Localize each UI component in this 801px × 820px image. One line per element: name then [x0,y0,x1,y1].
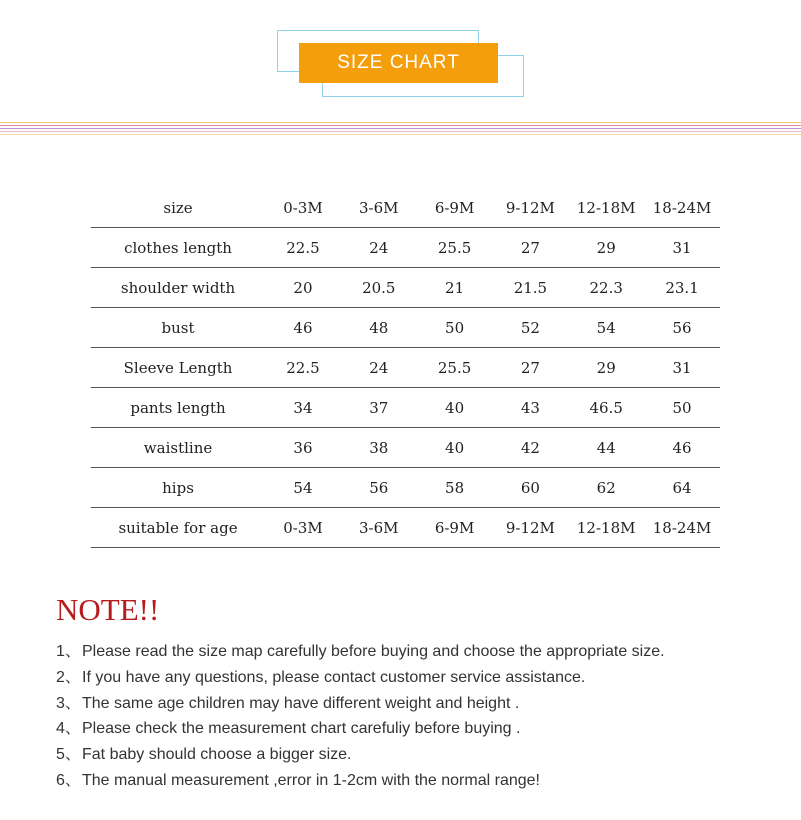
row-label: hips [91,468,265,508]
note-item [56,668,665,694]
table-cell: 37 [341,388,417,428]
table-cell: 46 [265,308,341,348]
table-cell: 54 [265,468,341,508]
note-item-text: Please check the measurement chart carefuliy before buying . [82,720,521,738]
table-cell: 36 [265,428,341,468]
table-cell: 24 [341,228,417,268]
table-cell: 46.5 [568,388,644,428]
table-cell: 22.5 [265,228,341,268]
table-cell: 23.1 [644,268,720,308]
table-cell: 42 [492,428,568,468]
table-cell: 38 [341,428,417,468]
note-item-text: The manual measurement ,error in 1-2cm with the normal range! [82,771,540,789]
size-table [91,188,720,548]
row-label: pants length [91,388,265,428]
table-cell: 64 [644,468,720,508]
note-item [56,745,665,771]
column-header: 0-3M [265,188,341,228]
table-cell: 3-6M [341,508,417,548]
note-item-number: 4、 [56,720,81,738]
table-cell: 56 [644,308,720,348]
column-header: 6-9M [417,188,493,228]
size-chart-badge: SIZE CHART [299,43,498,83]
table-cell: 62 [568,468,644,508]
table-cell: 40 [417,388,493,428]
table-cell: 31 [644,348,720,388]
table-cell: 21.5 [492,268,568,308]
table-cell: 25.5 [417,348,493,388]
row-label: shoulder width [91,268,265,308]
table-cell: 21 [417,268,493,308]
note-item-number: 5、 [56,746,81,764]
row-label: waistline [91,428,265,468]
table-cell: 58 [417,468,493,508]
table-cell: 22.3 [568,268,644,308]
table-cell: 31 [644,228,720,268]
table-cell: 27 [492,348,568,388]
note-item-number: 1、 [56,643,81,660]
note-item [56,771,665,797]
note-list [56,642,665,797]
note-item [56,694,665,720]
column-header: 3-6M [341,188,417,228]
table-cell: 20.5 [341,268,417,308]
table-cell: 52 [492,308,568,348]
table-cell: 34 [265,388,341,428]
table-cell: 44 [568,428,644,468]
table-cell: 56 [341,468,417,508]
table-row [91,508,720,548]
table-cell: 54 [568,308,644,348]
table-row [91,468,720,508]
table-cell: 29 [568,348,644,388]
note-title: NOTE!! [56,592,160,627]
note-item-text: Fat baby should choose a bigger size. [82,746,352,764]
table-cell: 40 [417,428,493,468]
note-item-number: 3、 [56,694,81,712]
table-header-row [91,188,720,228]
table-row [91,428,720,468]
table-cell: 20 [265,268,341,308]
table-cell: 24 [341,348,417,388]
table-cell: 48 [341,308,417,348]
note-item [56,719,665,745]
table-cell: 25.5 [417,228,493,268]
row-label: bust [91,308,265,348]
table-row [91,308,720,348]
table-cell: 18-24M [644,508,720,548]
table-cell: 29 [568,228,644,268]
table-cell: 50 [644,388,720,428]
table-cell: 0-3M [265,508,341,548]
row-label: suitable for age [91,508,265,548]
note-item-number: 2、 [56,668,81,686]
table-cell: 27 [492,228,568,268]
note-item-text: Please read the size map carefully before buying and choose the appropriate size. [82,643,665,660]
table-cell: 22.5 [265,348,341,388]
note-item-text: The same age children may have different weight and height . [82,694,520,712]
column-header: 9-12M [492,188,568,228]
table-cell: 12-18M [568,508,644,548]
table-row [91,268,720,308]
row-label: clothes length [91,228,265,268]
table-row [91,228,720,268]
table-row [91,388,720,428]
table-row [91,348,720,388]
row-label: Sleeve Length [91,348,265,388]
table-cell: 9-12M [492,508,568,548]
table-cell: 6-9M [417,508,493,548]
table-cell: 50 [417,308,493,348]
column-header: 12-18M [568,188,644,228]
note-item-text: If you have any questions, please contact customer service assistance. [82,668,586,686]
table-cell: 46 [644,428,720,468]
note-item-number: 6、 [56,771,81,789]
decorative-stripes [0,122,801,136]
column-header: 18-24M [644,188,720,228]
table-cell: 43 [492,388,568,428]
note-item [56,642,665,668]
column-header: size [91,188,265,228]
table-cell: 60 [492,468,568,508]
